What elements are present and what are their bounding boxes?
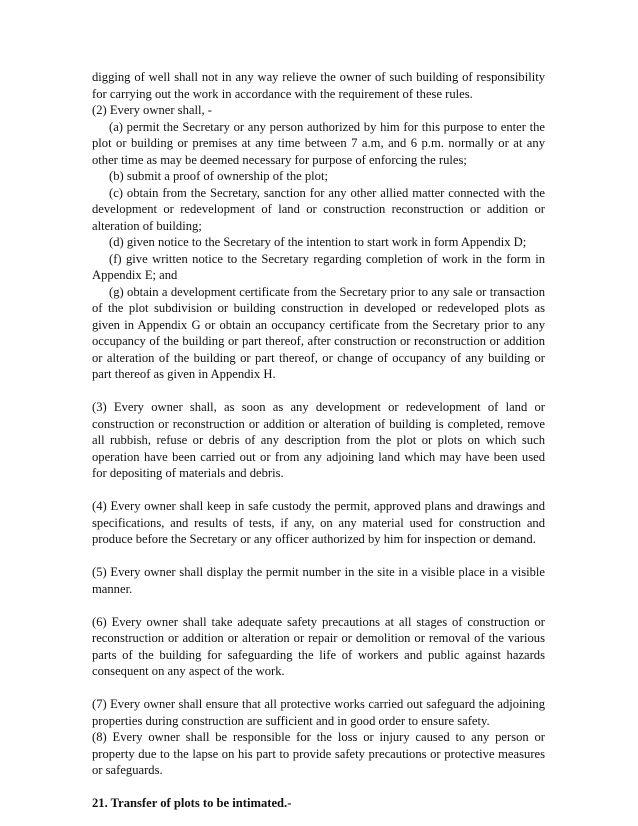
paragraph-2b: (b) submit a proof of ownership of the plot; bbox=[109, 169, 328, 183]
paragraph-5: (5) Every owner shall display the permit number in the site in a visible place in a visible manner. bbox=[92, 565, 545, 596]
paragraph-4: (4) Every owner shall keep in safe custody the permit, approved plans and drawings and specifications, and results of tests, if any, on any material used for construction and produce before the Secretary or any officer authorized by him for inspection or demand. bbox=[92, 499, 545, 546]
paragraph-2d: (d) given notice to the Secretary of the intention to start work in form Appendix D; bbox=[109, 235, 527, 249]
paragraph-7: (7) Every owner shall ensure that all protective works carried out safeguard the adjoining properties during construction are sufficient and in good order to ensure safety. bbox=[92, 697, 545, 728]
paragraph-intro: digging of well shall not in any way relieve the owner of such building of responsibility for carrying out the work in accordance with the requirement of these rules. bbox=[92, 70, 545, 101]
paragraph-6: (6) Every owner shall take adequate safety precautions at all stages of construction or reconstruction or addition or alteration or repair or demolition or removal of the various parts of the building for safeguarding the life of workers and public against hazards consequent on any aspect of the work. bbox=[92, 614, 545, 678]
paragraph-spacer bbox=[92, 680, 545, 697]
paragraph-3: (3) Every owner shall, as soon as any development or redevelopment of land or construction or reconstruction or addition or alteration of building is completed, remove all rubbish, refuse or debris of any description from the plot or plots on which such operation have been carried out or from any adjoining land which may have been used for depositing of materials and debris. bbox=[92, 400, 545, 480]
paragraph-2c: (c) obtain from the Secretary, sanction for any other allied matter connected with the development or redevelopment of land or construction reconstruction or addition or alteration of building; bbox=[92, 185, 545, 233]
paragraph-spacer bbox=[92, 548, 545, 565]
paragraph-spacer bbox=[92, 779, 545, 796]
paragraph-2f: (f) give written notice to the Secretary regarding completion of work in the form in Appendix E; and bbox=[92, 251, 545, 282]
section-heading: 21. Transfer of plots to be intimated.- bbox=[92, 796, 292, 810]
paragraph-2a: (a) permit the Secretary or any person authorized by him for this purpose to enter the plot or building or premises at any time between 7 a.m, and 6 p.m. normally or at any other time as may be deemed necessary for purpose of enforcing the rules; bbox=[92, 119, 545, 167]
paragraph-spacer bbox=[92, 383, 545, 400]
paragraph-2-heading: (2) Every owner shall, - bbox=[92, 103, 212, 117]
paragraph-spacer bbox=[92, 597, 545, 614]
paragraph-spacer bbox=[92, 482, 545, 499]
paragraph-2g: (g) obtain a development certificate from the Secretary prior to any sale or transaction of the plot subdivision or building construction in developed or redeveloped plots as given in Appendix G or obtain an occupancy certificate from the Secretary prior to any occupancy of the building or part thereof, after construction or reconstruction or addition or alteration of the building or part thereof, or change of occupancy of any building or part thereof as given in Appendix H. bbox=[92, 284, 545, 381]
paragraph-8: (8) Every owner shall be responsible for the loss or injury caused to any person or property due to the lapse on his part to provide safety precautions or protective measures or safeguards. bbox=[92, 730, 545, 777]
